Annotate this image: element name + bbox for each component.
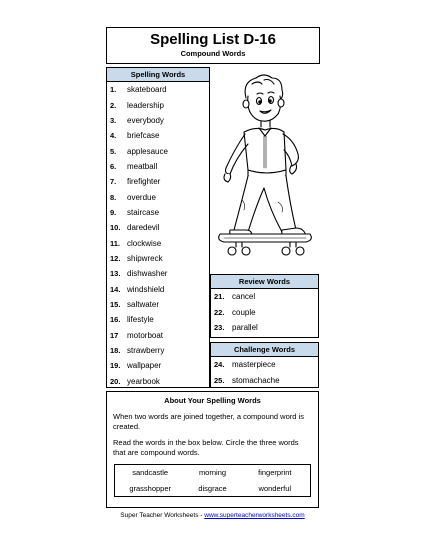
list-item <box>107 97 209 112</box>
word-choice[interactable]: sandcastle <box>132 468 169 478</box>
item-number: 16. <box>110 315 121 325</box>
item-word: everybody <box>127 115 164 125</box>
item-number: 11. <box>110 238 121 248</box>
list-item <box>107 189 209 204</box>
review-words-box <box>210 274 319 338</box>
list-item <box>107 358 209 373</box>
word-choice[interactable]: disgrace <box>198 483 227 493</box>
page-title: Spelling List D-16 <box>150 31 276 48</box>
item-word: briefcase <box>127 131 160 141</box>
word-choice[interactable]: fingerprint <box>258 468 292 478</box>
item-word: daredevil <box>127 223 160 233</box>
item-number: 14. <box>110 284 121 294</box>
item-number: 25. <box>214 375 225 385</box>
list-item <box>107 328 209 343</box>
list-item <box>107 113 209 128</box>
list-item <box>211 289 318 305</box>
item-word: clockwise <box>127 238 162 248</box>
item-word: masterpiece <box>232 360 276 370</box>
list-item <box>107 128 209 143</box>
about-paragraph-2: Read the words in the box below. Circle the three words that are compound words. <box>113 438 299 457</box>
item-word: cancel <box>232 292 256 302</box>
list-item <box>211 357 318 373</box>
item-number: 7. <box>110 177 117 187</box>
footer-text: Super Teacher Worksheets - <box>120 512 205 519</box>
item-number: 24. <box>214 360 225 370</box>
list-item <box>107 251 209 266</box>
item-number: 15. <box>110 299 121 309</box>
footer-link[interactable]: www.superteacherworksheets.com <box>204 512 305 519</box>
item-number: 6. <box>110 161 117 171</box>
item-word: lifestyle <box>127 315 154 325</box>
item-word: overdue <box>127 192 156 202</box>
item-word: stomachache <box>232 375 280 385</box>
item-number: 10. <box>110 223 121 233</box>
footer <box>106 512 319 519</box>
about-box <box>106 391 319 508</box>
about-header: About Your Spelling Words <box>164 396 261 405</box>
item-number: 1. <box>110 85 117 95</box>
spelling-words-header: Spelling Words <box>107 68 209 82</box>
item-number: 8. <box>110 192 117 202</box>
item-word: meatball <box>127 161 158 171</box>
list-item <box>211 320 318 336</box>
item-word: windshield <box>127 284 165 294</box>
item-word: wallpaper <box>127 361 162 371</box>
item-word: shipwreck <box>127 253 163 263</box>
list-item <box>107 281 209 296</box>
item-number: 9. <box>110 207 117 217</box>
item-word: strawberry <box>127 346 165 356</box>
list-item <box>107 297 209 312</box>
list-item <box>107 220 209 235</box>
word-choice[interactable]: grasshopper <box>129 483 172 493</box>
list-item <box>107 143 209 158</box>
title-box <box>106 27 320 64</box>
item-word: firefighter <box>127 177 161 187</box>
spelling-words-list <box>107 82 209 389</box>
list-item <box>107 343 209 358</box>
about-paragraph-1: When two words are joined together, a compound word is created. <box>113 412 304 431</box>
item-number: 12. <box>110 253 121 263</box>
word-choice-box <box>114 464 311 497</box>
challenge-words-list <box>211 357 318 388</box>
review-words-header: Review Words <box>211 275 318 289</box>
list-item <box>211 305 318 321</box>
item-number: 21. <box>214 292 225 302</box>
page-subtitle: Compound Words <box>180 49 246 58</box>
item-word: leadership <box>127 100 164 110</box>
list-item <box>107 374 209 389</box>
item-number: 4. <box>110 131 117 141</box>
item-number: 5. <box>110 146 117 156</box>
list-item <box>211 373 318 389</box>
item-number: 19. <box>110 361 121 371</box>
item-word: couple <box>232 307 256 317</box>
item-number: 3. <box>110 115 117 125</box>
item-number: 18. <box>110 346 121 356</box>
list-item <box>107 312 209 327</box>
item-number: 20. <box>110 376 121 386</box>
item-word: applesauce <box>127 146 168 156</box>
challenge-words-box <box>210 342 319 388</box>
list-item <box>107 205 209 220</box>
item-word: motorboat <box>127 330 164 340</box>
list-item <box>107 174 209 189</box>
item-number: 23. <box>214 323 225 333</box>
word-choice[interactable]: wonderful <box>258 483 292 493</box>
item-word: skateboard <box>127 85 167 95</box>
item-word: yearbook <box>127 376 160 386</box>
word-choice[interactable]: morning <box>198 468 227 478</box>
item-word: dishwasher <box>127 269 168 279</box>
item-word: saltwater <box>127 299 160 309</box>
list-item <box>107 235 209 250</box>
list-item <box>107 159 209 174</box>
item-word: parallel <box>232 323 258 333</box>
list-item <box>107 82 209 97</box>
challenge-words-header: Challenge Words <box>211 343 318 357</box>
item-number: 13. <box>110 269 121 279</box>
item-number: 22. <box>214 307 225 317</box>
item-number: 2. <box>110 100 117 110</box>
item-number: 17 <box>110 330 119 340</box>
list-item <box>107 266 209 281</box>
review-words-list <box>211 289 318 336</box>
item-word: staircase <box>127 207 160 217</box>
spelling-words-box <box>106 67 210 388</box>
boy-on-skateboard-illustration <box>212 70 318 270</box>
